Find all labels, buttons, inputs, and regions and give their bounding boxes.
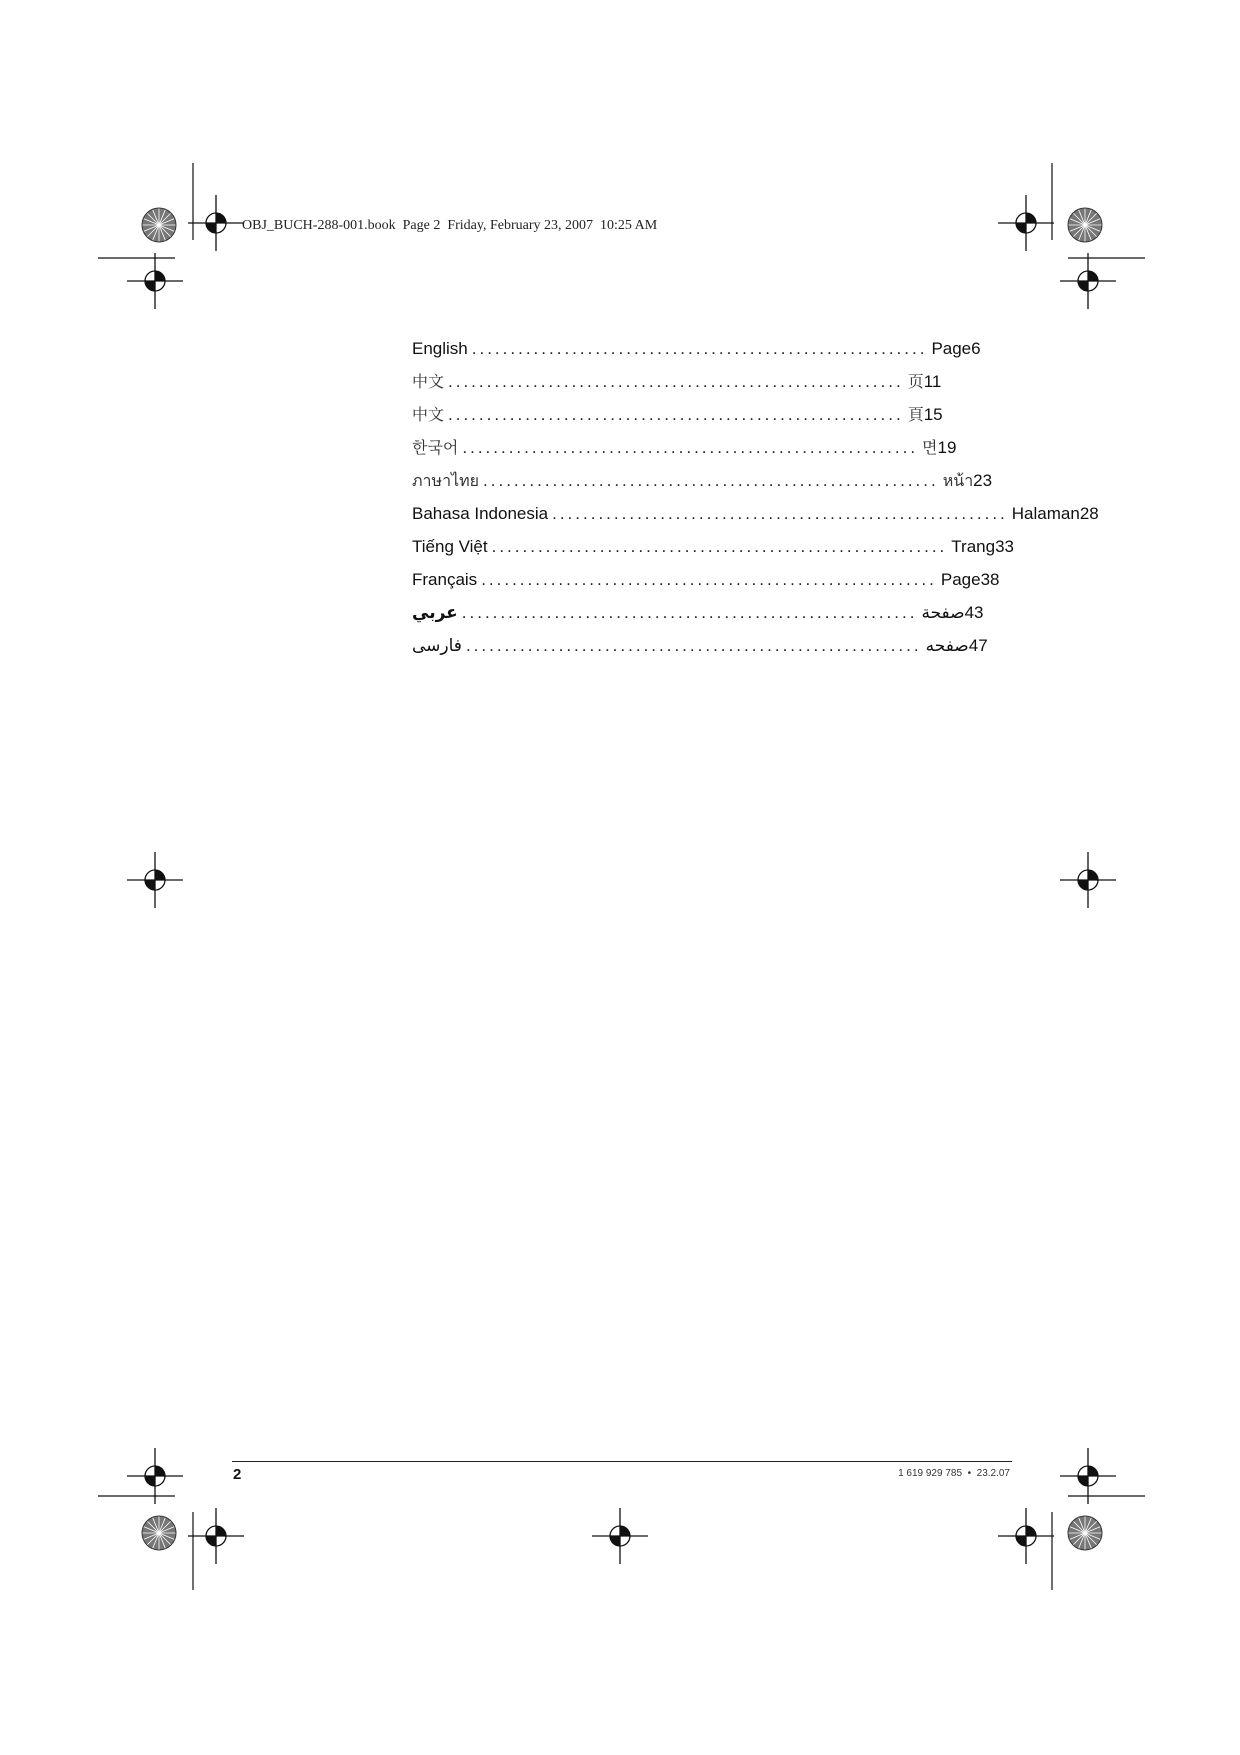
page-number: 2	[233, 1466, 242, 1483]
toc-language: English	[412, 339, 468, 358]
toc-row-indonesian[interactable]	[412, 503, 1099, 536]
toc-language: Français	[412, 570, 478, 589]
toc-row-arabic[interactable]	[412, 602, 984, 635]
document-id: 1 619 929 785 • 23.2.07	[898, 1468, 1010, 1479]
dot-leader: ...........................................................	[471, 339, 928, 358]
toc-page-word: 頁	[907, 405, 924, 424]
toc-page-word: 면	[922, 438, 938, 457]
toc-row-chinese-traditional[interactable]	[412, 404, 943, 437]
language-table-of-contents	[412, 338, 1099, 668]
toc-row-chinese-simplified[interactable]	[412, 371, 942, 404]
toc-row-french[interactable]	[412, 569, 1000, 602]
toc-row-persian[interactable]	[412, 635, 988, 668]
toc-page-word: صفحه	[925, 636, 969, 656]
toc-page-number: 28	[1079, 504, 1099, 523]
toc-page-number: 11	[923, 372, 942, 391]
toc-language: ภาษาไทย	[412, 471, 480, 490]
print-slug: OBJ_BUCH-288-001.book Page 2 Friday, February 23, 2007 10:25 AM	[242, 218, 658, 233]
footer-rule	[232, 1461, 1012, 1462]
toc-page-word: صفحة	[921, 603, 965, 623]
dot-leader: ...........................................................	[481, 570, 937, 589]
toc-page-number: 43	[964, 603, 984, 622]
toc-language: Bahasa Indonesia	[412, 504, 549, 523]
toc-page-number: 38	[980, 570, 1000, 589]
toc-page-number: 33	[995, 537, 1014, 556]
dot-leader: ...........................................................	[491, 537, 948, 556]
dot-leader: ...........................................................	[448, 405, 904, 424]
dot-leader: ...........................................................	[461, 603, 918, 622]
toc-page-word: หน้า	[942, 471, 974, 490]
toc-language: 한국어	[412, 438, 459, 457]
dot-leader: ...........................................................	[465, 636, 922, 655]
toc-page-number: 47	[968, 636, 988, 655]
toc-page-number: 15	[923, 405, 943, 424]
dot-leader: ...........................................................	[448, 372, 904, 391]
dot-leader: ...........................................................	[483, 471, 939, 490]
toc-page-word: 页	[907, 372, 924, 391]
toc-language: عربي	[412, 603, 458, 623]
toc-language: 中文	[412, 372, 445, 391]
dot-leader: ...........................................................	[552, 504, 1008, 523]
toc-language: 中文	[412, 405, 445, 424]
toc-row-thai[interactable]	[412, 470, 993, 503]
toc-row-vietnamese[interactable]	[412, 536, 1014, 569]
toc-page-word: Trang	[951, 537, 996, 556]
toc-row-korean[interactable]	[412, 437, 957, 470]
toc-language: فارسی	[412, 636, 462, 656]
toc-page-word: Page	[940, 570, 981, 589]
toc-page-word: Page	[931, 339, 972, 358]
toc-page-number: 19	[937, 438, 957, 457]
toc-language: Tiếng Việt	[412, 537, 488, 556]
toc-page-number: 6	[971, 339, 981, 358]
dot-leader: ...........................................................	[462, 438, 919, 457]
toc-page-number: 23	[973, 471, 993, 490]
toc-row-english[interactable]	[412, 338, 981, 371]
toc-page-word: Halaman	[1011, 504, 1080, 523]
